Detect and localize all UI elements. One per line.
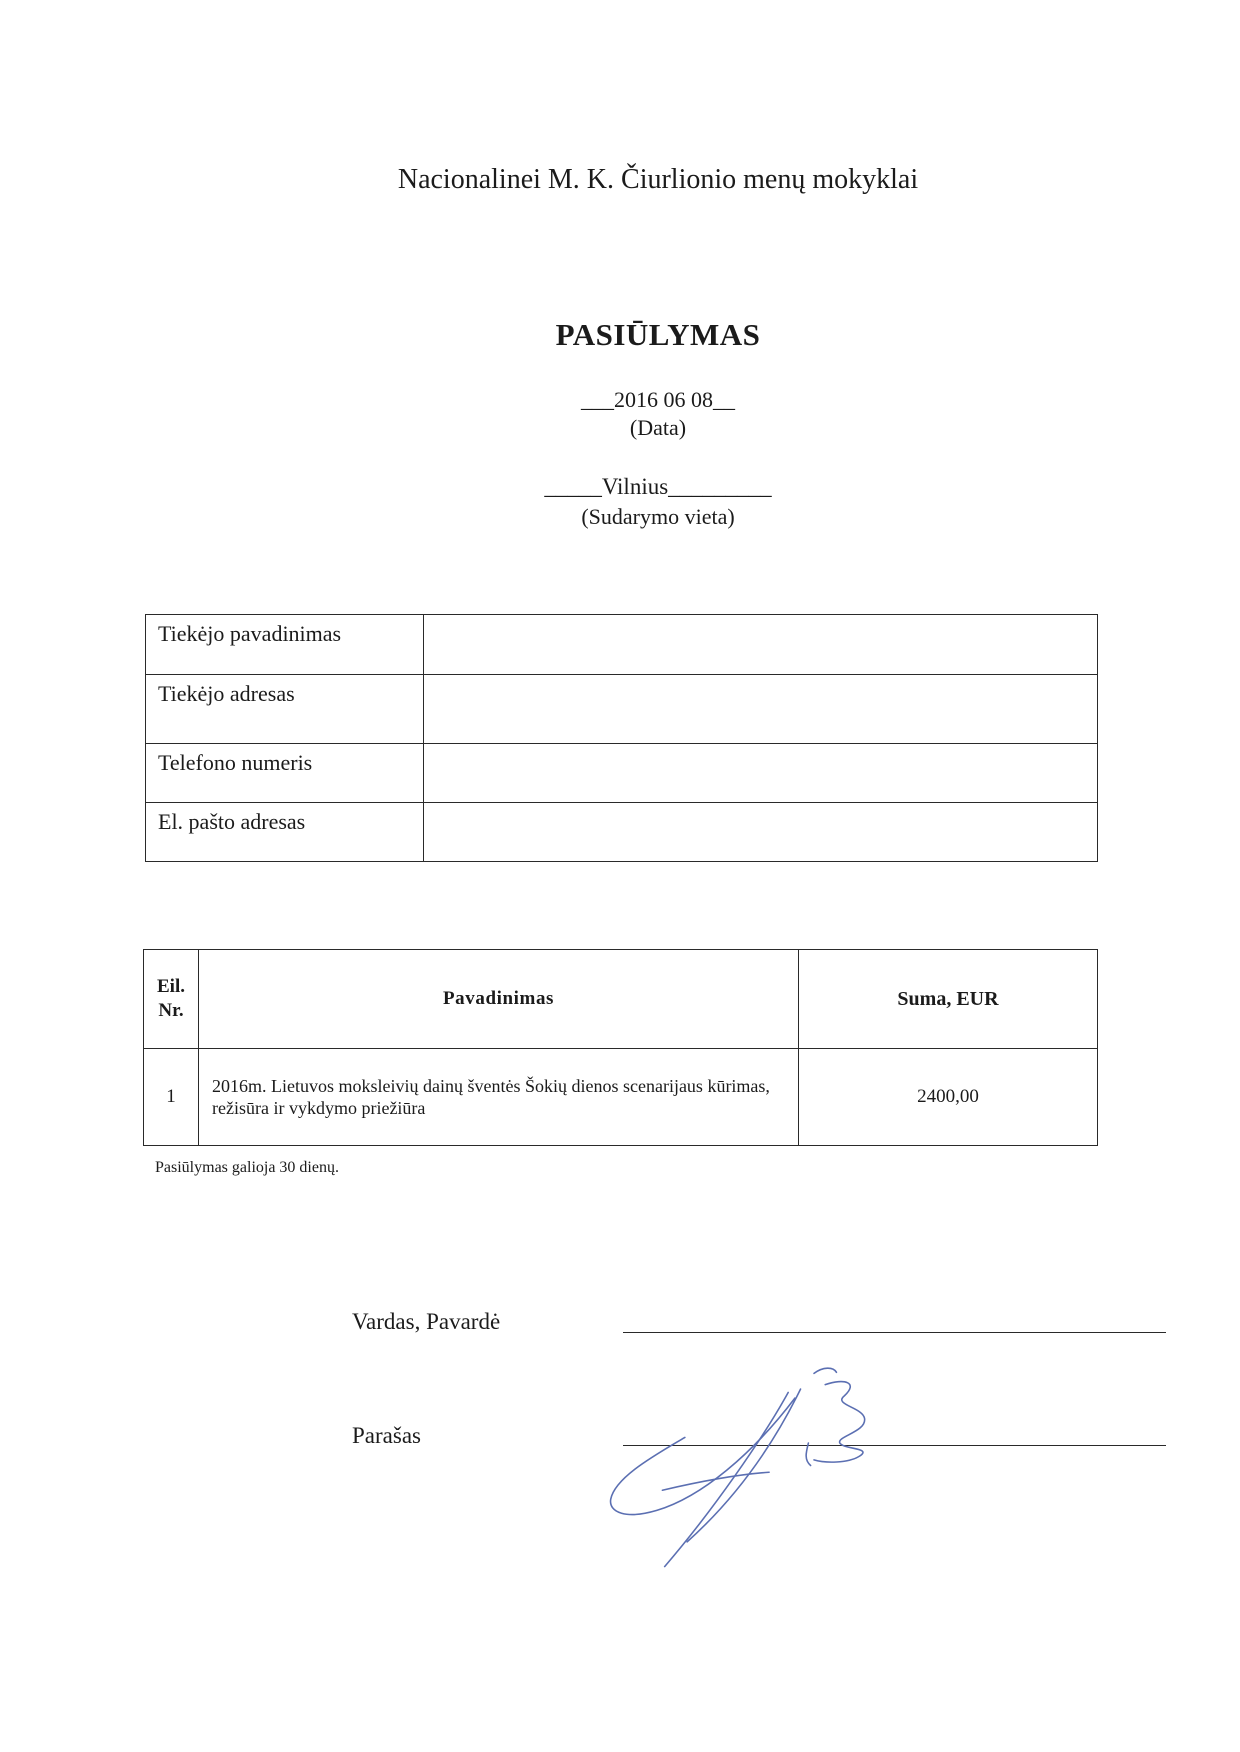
table-row [146,615,1098,675]
item-amount: 2400,00 [799,1049,1098,1146]
item-number: 1 [144,1049,199,1146]
table-row [144,1049,1098,1146]
date-caption: (Data) [629,415,687,440]
column-header-name: Pavadinimas [199,950,799,1049]
name-surname-line [623,1332,1166,1333]
supplier-address-value [424,675,1098,744]
item-description: 2016m. Lietuvos moksleivių dainų šventės Šokių dienos scenarijaus kūrimas, režisūra ir vykdymo priežiūra [199,1049,799,1146]
table-row [146,675,1098,744]
column-header-amount: Suma, EUR [799,950,1098,1049]
name-surname-label: Vardas, Pavardė [352,1309,501,1334]
date-field: ___2016 06 08__ [581,387,735,412]
phone-number-value [424,744,1098,803]
handwritten-signature [595,1353,887,1578]
validity-note: Pasiūlymas galioja 30 dienų. [155,1159,339,1176]
phone-number-label: Telefono numeris [146,744,424,803]
supplier-name-value [424,615,1098,675]
column-header-number [144,950,199,1049]
offer-items-table [143,949,1098,1146]
email-address-value [424,803,1098,862]
column-header-number-line1: Eil. [157,976,185,997]
supplier-info-table [145,614,1098,862]
supplier-name-label: Tiekėjo pavadinimas [146,615,424,675]
column-header-number-line2: Nr. [158,1000,184,1021]
table-header-row [144,950,1098,1049]
table-row [146,803,1098,862]
document-title: PASIŪLYMAS [555,317,761,352]
email-address-label: El. pašto adresas [146,803,424,862]
supplier-address-label: Tiekėjo adresas [146,675,424,744]
recipient-line: Nacionalinei M. K. Čiurlionio menų mokyklai [397,164,919,195]
signature-label: Parašas [352,1423,421,1448]
place-caption: (Sudarymo vieta) [581,504,735,529]
table-row [146,744,1098,803]
place-field: _____Vilnius_________ [544,474,772,499]
